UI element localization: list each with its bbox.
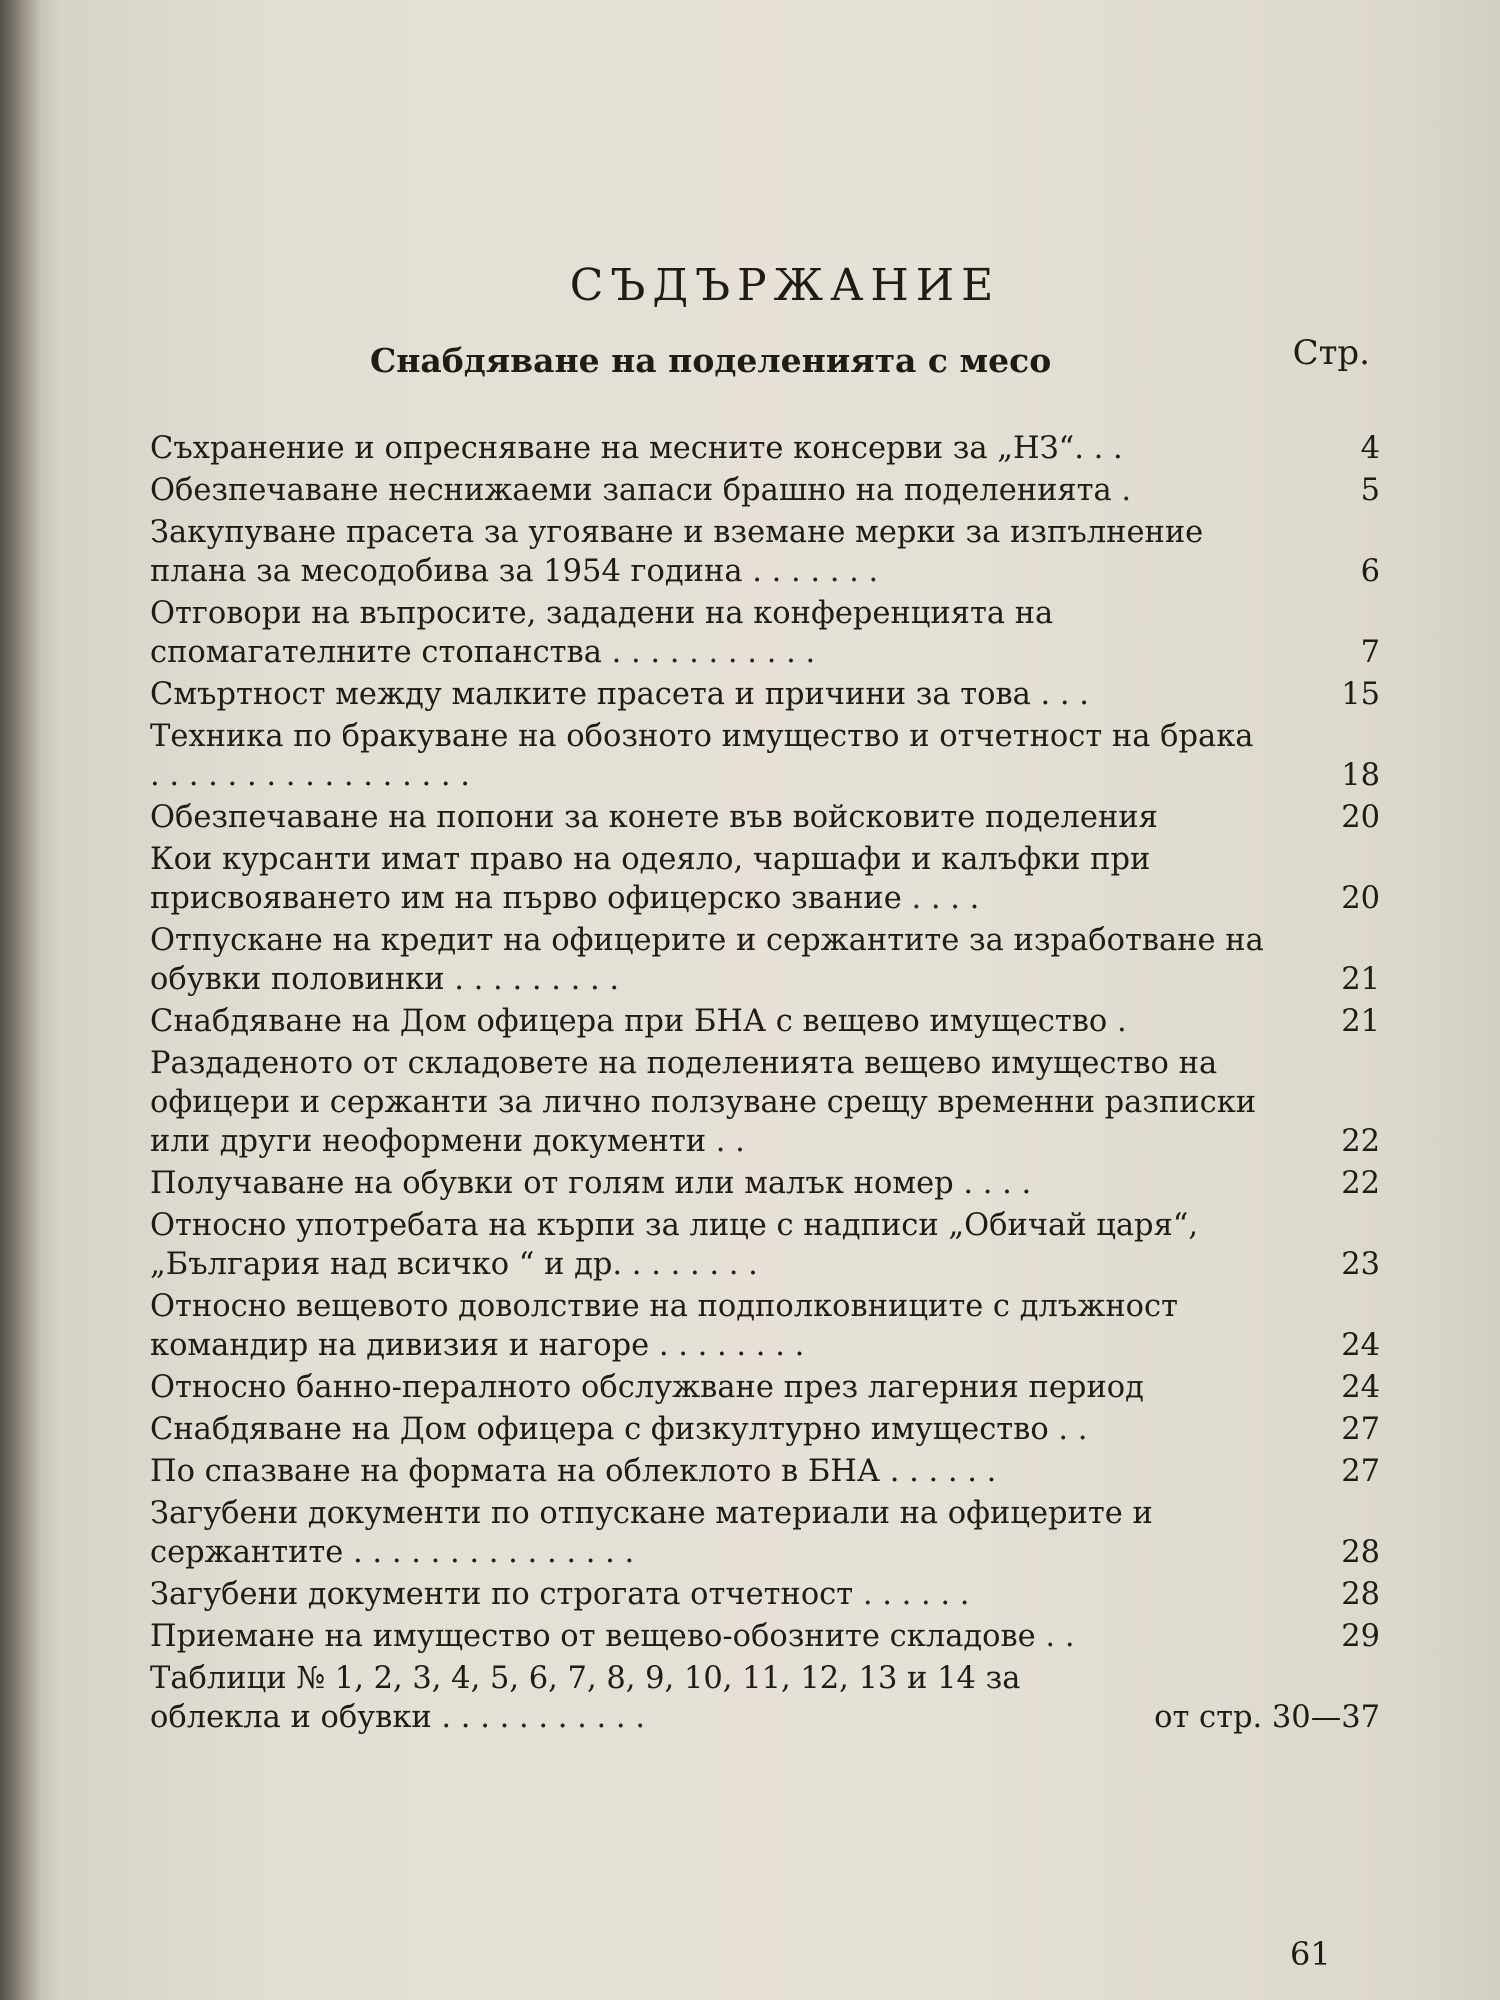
toc-entry	[150, 1044, 1380, 1161]
toc-entry-page: 5	[1360, 473, 1380, 508]
toc-entry-page: 4	[1360, 431, 1380, 466]
toc-entry-text: Таблици № 1, 2, 3, 4, 5, 6, 7, 8, 9, 10, 11, 12, 13 и 14 за облекла и обувки . . . . . . . . . . .	[150, 1661, 1021, 1735]
toc-entry	[150, 471, 1380, 510]
toc-entry-text: Закупуване прасета за угояване и вземане мерки за изпълнение плана за месодобива за 1954 година . . . . . . .	[150, 515, 1204, 589]
toc-entry	[150, 1617, 1380, 1656]
toc-entry-text: Обезпечаване неснижаеми запаси брашно на поделенията .	[150, 473, 1132, 508]
toc-entry-text: Обезпечаване на попони за конете във войсковите поделения	[150, 800, 1158, 835]
toc-entry	[150, 1206, 1380, 1284]
toc-entry-page: 23	[1341, 1247, 1380, 1282]
toc-entry	[150, 717, 1380, 795]
toc-entry-page: 20	[1341, 881, 1380, 916]
section-title: Снабдяване на поделенията с месо	[370, 341, 1052, 380]
toc-entry-page: 24	[1341, 1328, 1380, 1363]
toc-list	[150, 429, 1380, 1737]
toc-entry	[150, 1368, 1380, 1407]
page-title: СЪДЪРЖАНИЕ	[569, 260, 1001, 311]
toc-entry-text: Отговори на въпросите, зададени на конференцията на спомагателните стопанства . . . . . . . . . . .	[150, 596, 1054, 670]
toc-entry	[150, 840, 1380, 918]
toc-entry	[150, 1452, 1380, 1491]
toc-entry	[150, 594, 1380, 672]
toc-entry-page: 22	[1341, 1166, 1380, 1201]
toc-entry-text: Отпускане на кредит на офицерите и сержантите за изработване на обувки половинки . . . . . . . . .	[150, 923, 1264, 997]
toc-entry	[150, 1287, 1380, 1365]
toc-entry	[150, 798, 1380, 837]
toc-header	[150, 333, 1380, 411]
page-column-label: Стр.	[1292, 333, 1370, 373]
toc-entry-text: Раздаденото от складовете на поделенията вещево имущество на офицери и сержанти за лично ползуване срещу временни разписки или други неоформени документи . .	[150, 1046, 1257, 1159]
toc-entry	[150, 1410, 1380, 1449]
toc-entry-text: Загубени документи по строгата отчетност . . . . . .	[150, 1577, 970, 1612]
toc-entry-text: Смъртност между малките прасета и причини за това . . .	[150, 677, 1089, 712]
toc-entry-page: 15	[1341, 677, 1380, 712]
toc-entry-page: 21	[1341, 1004, 1380, 1039]
toc-entry-page: 21	[1341, 962, 1380, 997]
toc-entry-text: Снабдяване на Дом офицера с физкултурно имущество . .	[150, 1412, 1088, 1447]
toc-entry-page: 28	[1341, 1577, 1380, 1612]
toc-entry-page: от стр. 30—37	[1154, 1700, 1380, 1735]
toc-entry	[150, 1659, 1380, 1737]
toc-entry-text: Относно банно-пералното обслужване през лагерния период	[150, 1370, 1144, 1405]
toc-entry-text: Относно употребата на кърпи за лице с надписи „Обичай царя“, „България над всичко “ и др. . . . . . . .	[150, 1208, 1199, 1282]
toc-entry	[150, 1164, 1380, 1203]
toc-entry-page: 24	[1341, 1370, 1380, 1405]
toc-entry	[150, 1494, 1380, 1572]
toc-entry	[150, 1575, 1380, 1614]
toc-entry-text: Съхранение и опресняване на месните консерви за „НЗ“. . .	[150, 431, 1123, 466]
toc-entry-text: Приемане на имущество от вещево-обозните складове . .	[150, 1619, 1075, 1654]
toc-entry-page: 22	[1341, 1124, 1380, 1159]
toc-entry-page: 20	[1341, 800, 1380, 835]
toc-entry-text: Снабдяване на Дом офицера при БНА с вещево имущество .	[150, 1004, 1127, 1039]
toc-entry-text: Относно вещевото доволствие на подполковниците с длъжност командир на дивизия и нагоре . . . . . . . .	[150, 1289, 1178, 1363]
gutter-shadow	[0, 0, 40, 2000]
toc-entry-text: Получаване на обувки от голям или малък номер . . . .	[150, 1166, 1032, 1201]
toc-entry	[150, 675, 1380, 714]
toc-entry-page: 6	[1360, 554, 1380, 589]
toc-entry	[150, 513, 1380, 591]
toc-entry-page: 27	[1341, 1412, 1380, 1447]
page-number: 61	[1290, 1935, 1331, 1973]
toc-entry-text: По спазване на формата на облеклото в БНА . . . . . .	[150, 1454, 997, 1489]
toc-entry-page: 29	[1341, 1619, 1380, 1654]
toc-entry	[150, 921, 1380, 999]
toc-entry	[150, 1002, 1380, 1041]
toc-entry	[150, 429, 1380, 468]
toc-entry-page: 18	[1341, 758, 1380, 793]
toc-entry-page: 27	[1341, 1454, 1380, 1489]
toc-entry-text: Техника по бракуване на обозното имущество и отчетност на брака . . . . . . . . . . . . . . . . .	[150, 719, 1254, 793]
table-of-contents	[150, 260, 1380, 1740]
toc-entry-page: 28	[1341, 1535, 1380, 1570]
toc-entry-text: Кои курсанти имат право на одеяло, чаршафи и калъфки при присвояването им на първо офицерско звание . . . .	[150, 842, 1151, 916]
toc-entry-text: Загубени документи по отпускане материали на офицерите и сержантите . . . . . . . . . . . . . . .	[150, 1496, 1153, 1570]
toc-entry-page: 7	[1360, 635, 1380, 670]
